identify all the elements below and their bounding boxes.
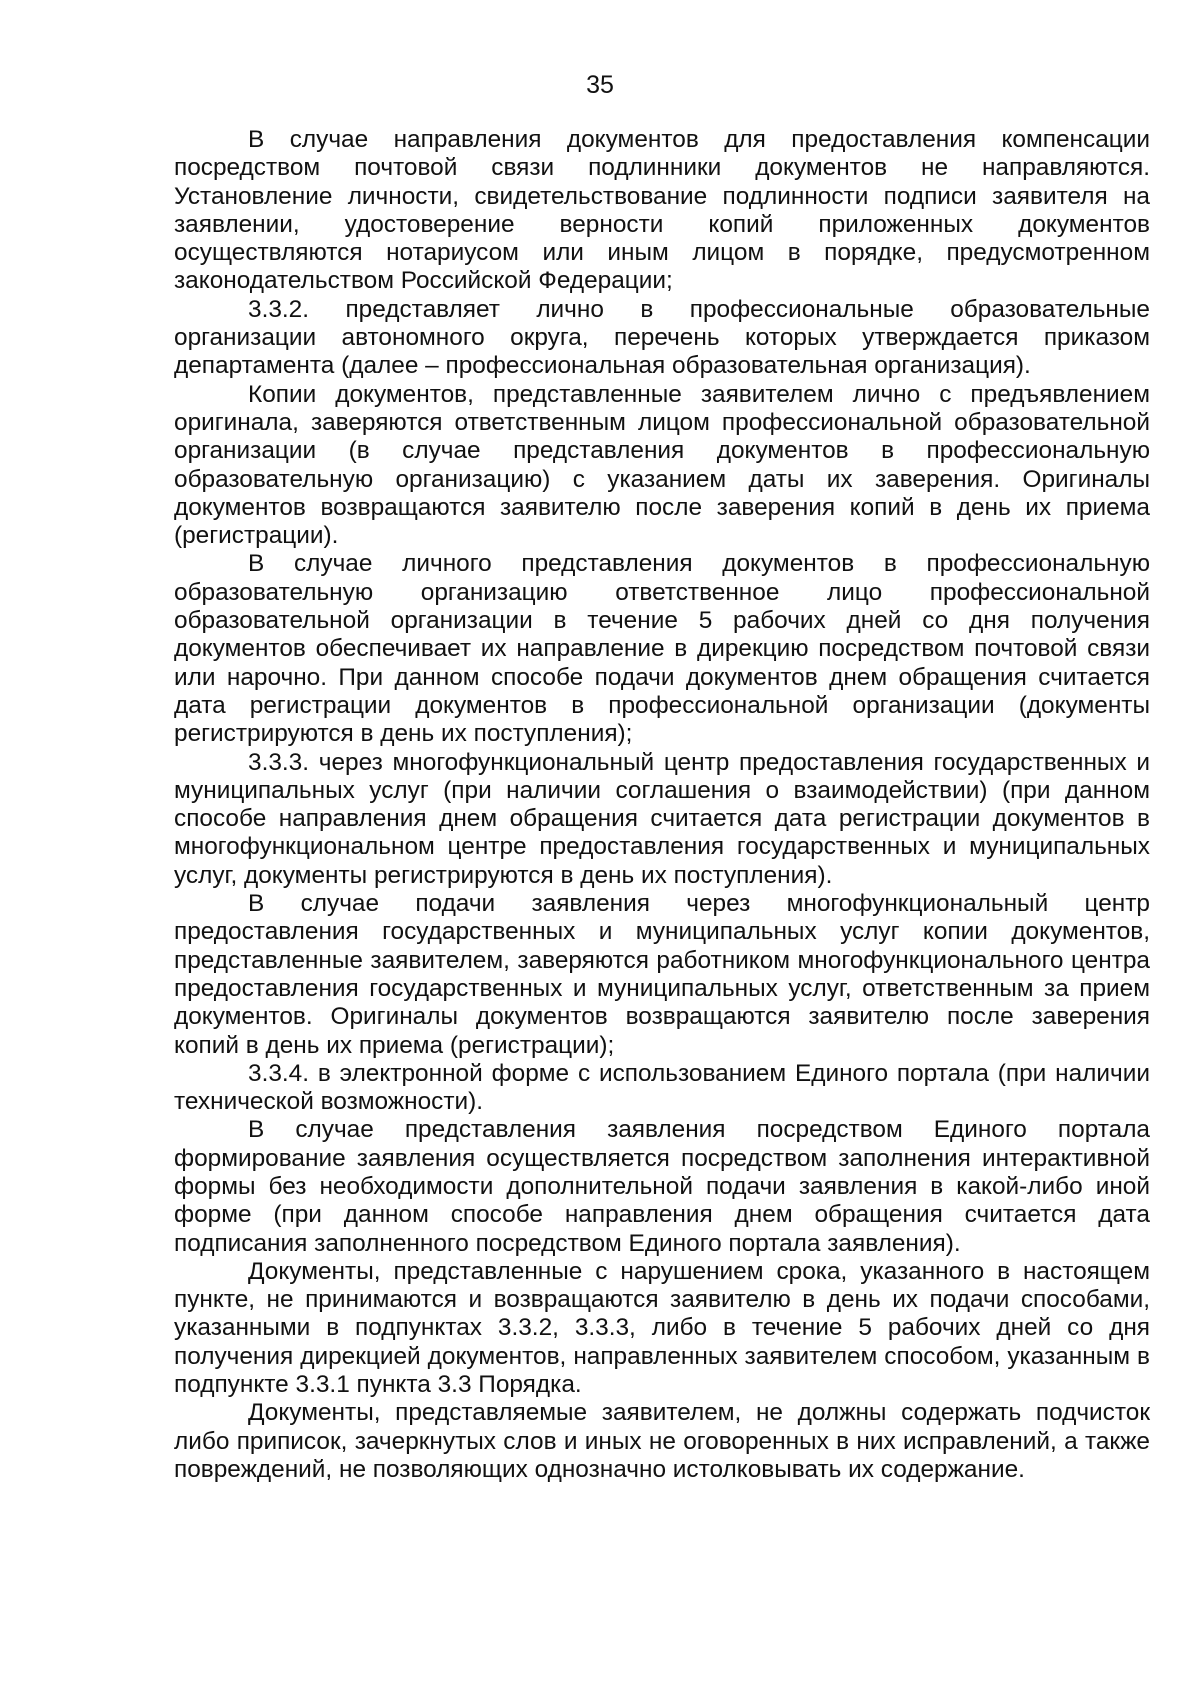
paragraph-copies-in-person: Копии документов, представленные заявителем лично с предъявлением оригинала, заверяются ответственным лицом профессиональной образовательной организации (в случае представления документов в профессиональную образовательную организацию) с указанием даты их заверения. Оригиналы документов возвращаются заявителю после заверения копий в день их приема (регистрации). bbox=[174, 380, 1150, 550]
paragraph-mfc-submission: В случае подачи заявления через многофункциональный центр предоставления государственных и муниципальных услуг копии документов, представленные заявителем, заверяются работником многофункционального центра предоставления государственных и муниципальных услуг, ответственным за прием документов. Оригиналы документов возвращаются заявителю после заверения копий в день их приема (регистрации); bbox=[174, 890, 1150, 1059]
paragraph-postal-submission: В случае направления документов для предоставления компенсации посредством почтовой связи подлинники документов не направляются. Установление личности, свидетельствование подлинности подписи заявителя на заявлении, удостоверение верности копий приложенных документов осуществляются нотариусом или иным лицом в порядке, предусмотренном законодательством Российской Федерации; bbox=[174, 126, 1150, 295]
paragraph-late-documents: Документы, представленные с нарушением срока, указанного в настоящем пункте, не принимаются и возвращаются заявителю в день их подачи способами, указанными в подпунктах 3.3.2, 3.3.3, либо в течение 5 рабочих дней со дня получения дирекцией документов, направленных заявителем способом, указанным в подпункте 3.3.1 пункта 3.3 Порядка. bbox=[174, 1257, 1150, 1399]
paragraph-3-3-4: 3.3.4. в электронной форме с использованием Единого портала (при наличии технической возможности). bbox=[174, 1059, 1150, 1116]
paragraph-portal-submission: В случае представления заявления посредством Единого портала формирование заявления осуществляется посредством заполнения интерактивной формы без необходимости дополнительной подачи заявления в какой-либо иной форме (при данном способе направления днем обращения считается дата подписания заполненного посредством Единого портала заявления). bbox=[174, 1116, 1150, 1257]
page-number: 35 bbox=[586, 71, 614, 99]
paragraph-3-3-2: 3.3.2. представляет лично в профессиональные образовательные организации автономного округа, перечень которых утверждается приказом департамента (далее – профессиональная образовательная организация). bbox=[174, 295, 1150, 380]
body-text bbox=[174, 126, 1150, 1484]
paragraph-document-requirements: Документы, представляемые заявителем, не должны содержать подчисток либо приписок, зачеркнутых слов и иных не оговоренных в них исправлений, а также повреждений, не позволяющих однозначно истолковывать их содержание. bbox=[174, 1399, 1150, 1483]
paragraph-3-3-3: 3.3.3. через многофункциональный центр предоставления государственных и муниципальных услуг (при наличии соглашения о взаимодействии) (при данном способе направления днем обращения считается дата регистрации документов в многофункциональном центре предоставления государственных и муниципальных услуг, документы регистрируются в день их поступления). bbox=[174, 748, 1150, 889]
paragraph-personal-submission: В случае личного представления документов в профессиональную образовательную организацию ответственное лицо профессиональной образовательной организации в течение 5 рабочих дней со дня получения документов обеспечивает их направление в дирекцию посредством почтовой связи или нарочно. При данном способе подачи документов днем обращения считается дата регистрации документов в профессиональной организации (документы регистрируются в день их поступления); bbox=[174, 550, 1150, 748]
